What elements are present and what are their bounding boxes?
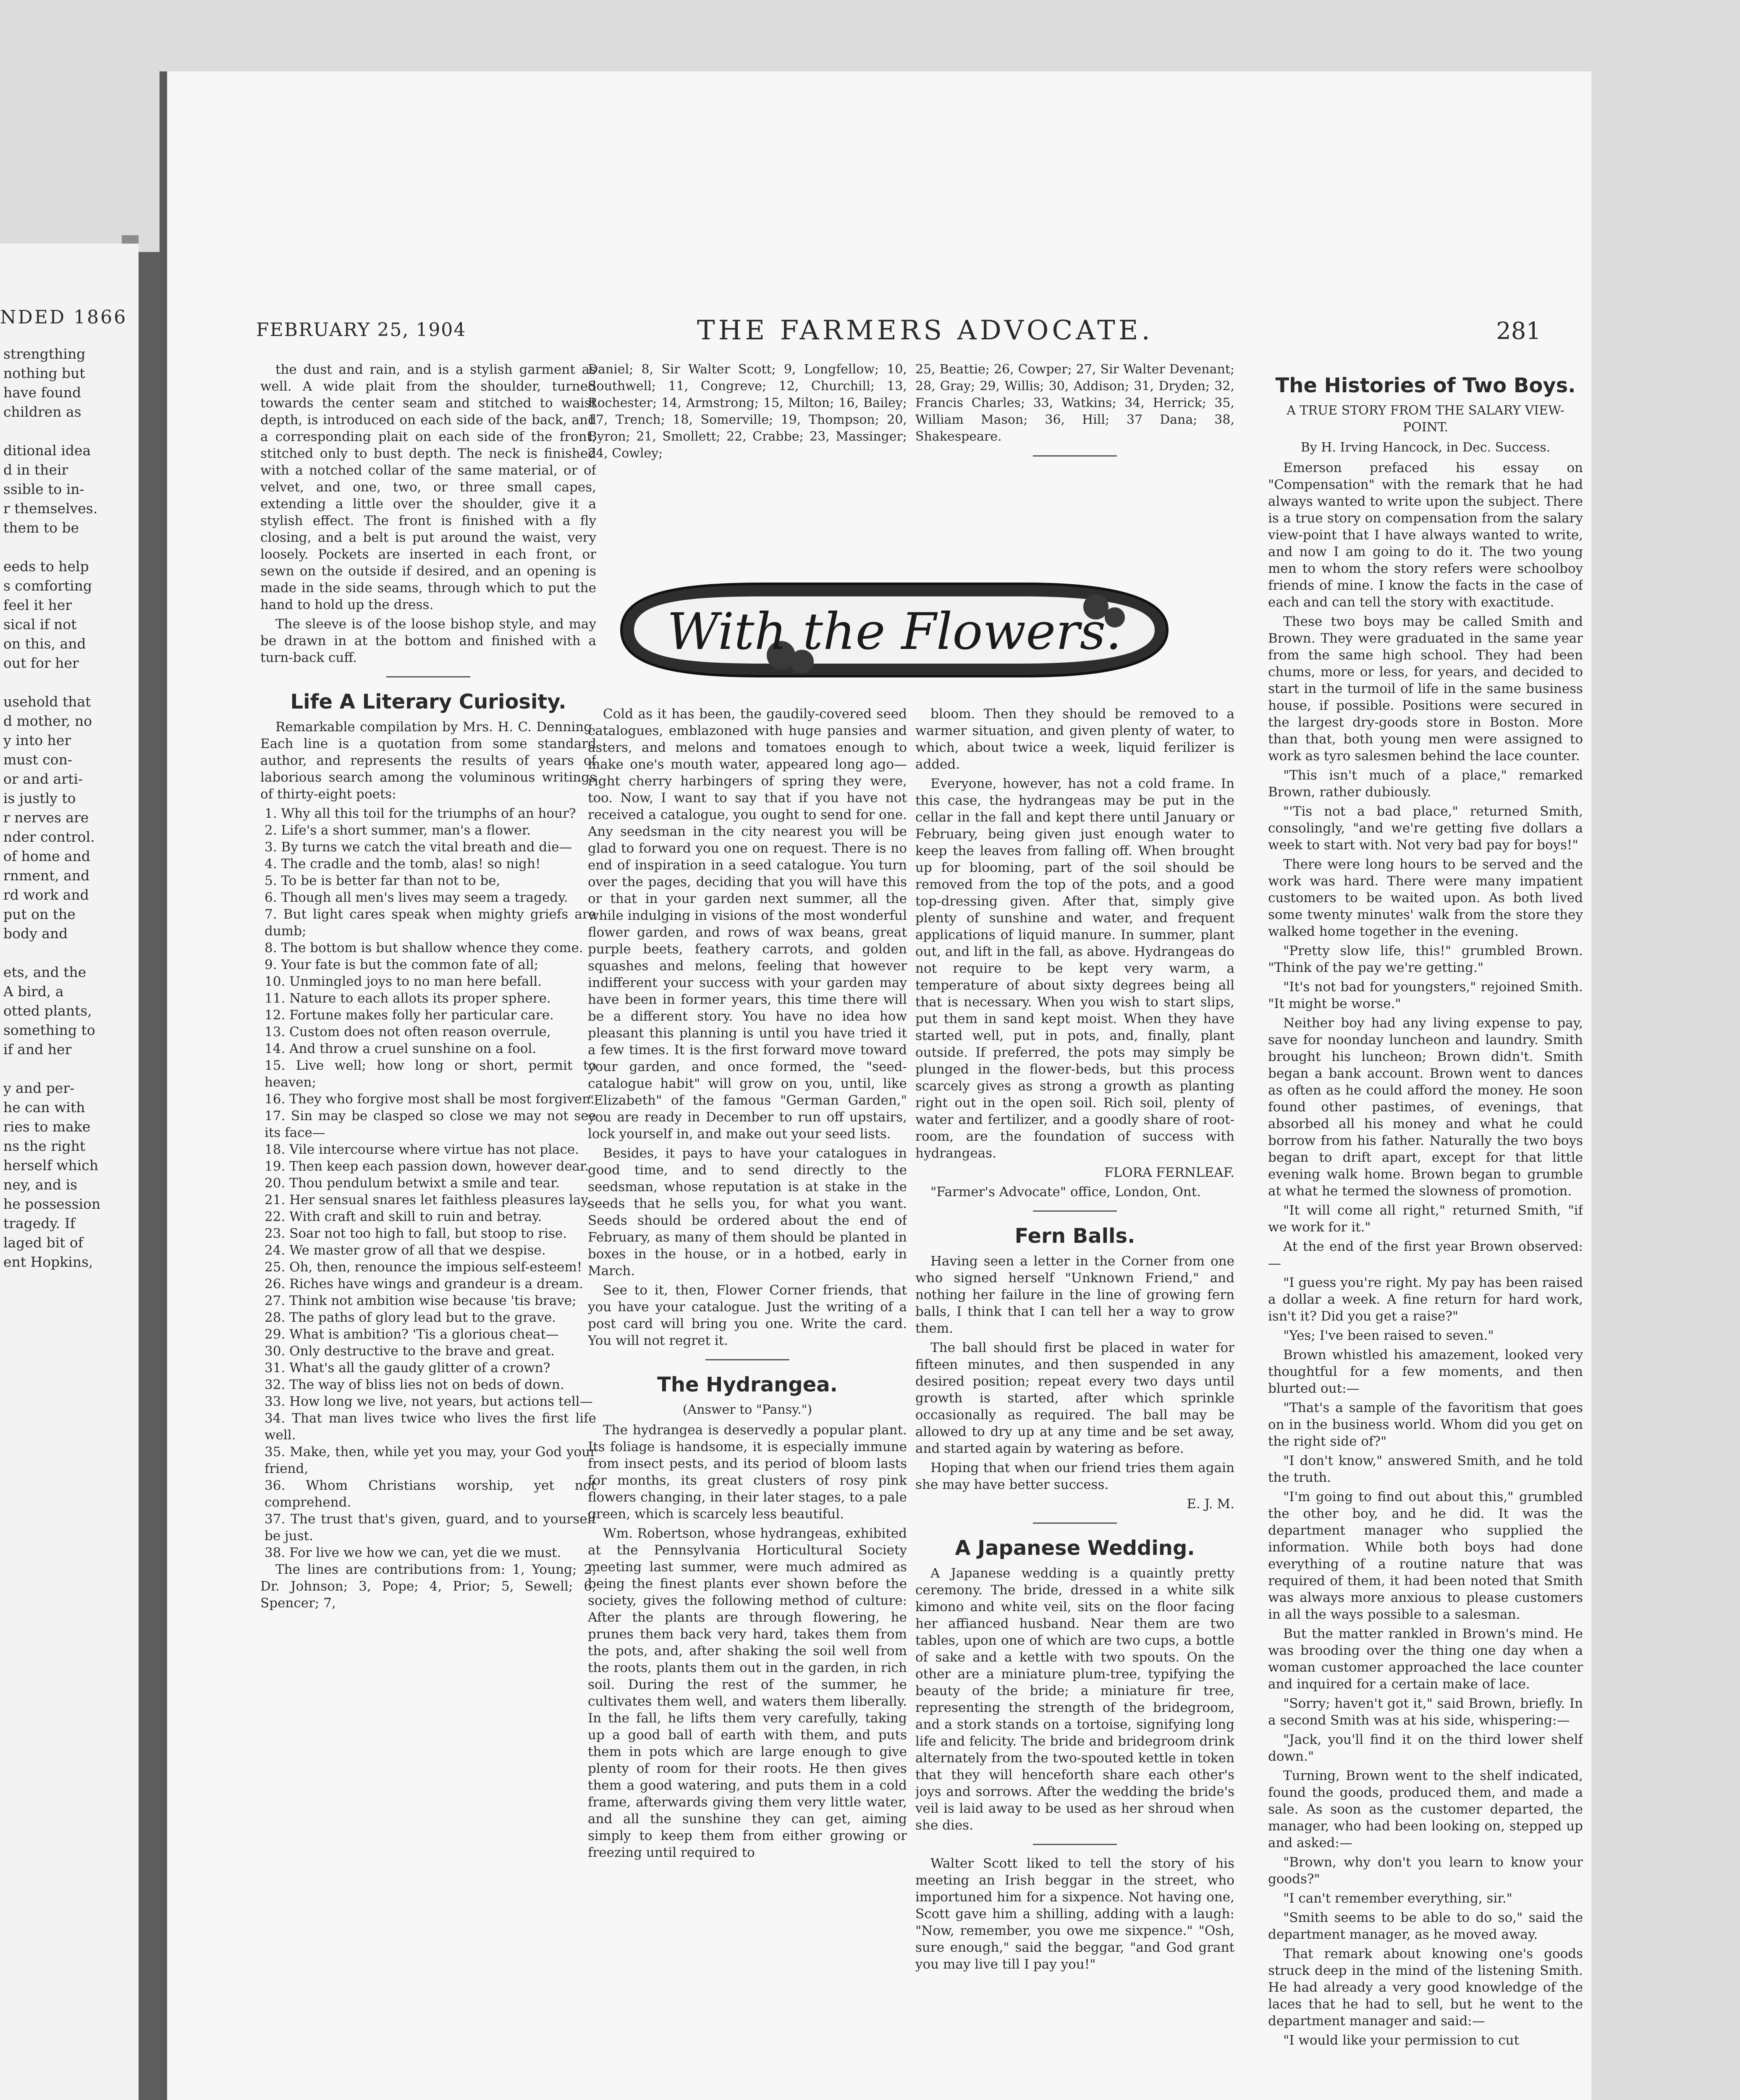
column-2	[588, 706, 907, 2100]
paragraph: "This isn't much of a place," remarked Brown, rather dubiously.	[1268, 768, 1583, 800]
poem-line: 7. But light cares speak when mighty griefs are dumb;	[265, 907, 596, 939]
paragraph: "I can't remember everything, sir."	[1283, 1891, 1512, 1906]
poem-line: 9. Your fate is but the common fate of all;	[265, 957, 539, 972]
paragraph: "That's a sample of the favoritism that goes on in the business world. Whom did you get on the right side of?"	[1268, 1400, 1583, 1449]
with-the-flowers-banner	[605, 567, 1184, 693]
divider	[705, 1359, 789, 1360]
facing-page-header: NDED 1866	[0, 307, 128, 328]
paragraph: 25, Beattie; 26, Cowper; 27, Sir Walter Devenant; 28, Gray; 29, Willis; 30, Addison; 31, Dryden; 32, Francis Charles; 33, Watkins; 34, Herrick; 35, William Mason; 36, Hill; 37 Dana; 38, Shakespeare.	[915, 362, 1234, 444]
divider	[1033, 1210, 1117, 1212]
paragraph: "Smith seems to be able to do so," said the department manager, as he moved away.	[1268, 1910, 1583, 1942]
paragraph: At the end of the first year Brown observed:—	[1268, 1239, 1583, 1271]
article-title: The Histories of Two Boys.	[1275, 374, 1576, 397]
paragraph: "Jack, you'll find it on the third lower shelf down."	[1268, 1732, 1583, 1764]
article-title: Fern Balls.	[1014, 1224, 1135, 1248]
divider	[1033, 1844, 1117, 1845]
column-1	[260, 361, 596, 2100]
paragraph: Turning, Brown went to the shelf indicated, found the goods, produced them, and made a sale. As soon as the customer departed, the manager, who had been looking on, stepped up and asked:—	[1268, 1768, 1583, 1851]
poem-line: 38. For live we how we can, yet die we must.	[265, 1545, 561, 1560]
paragraph: There were long hours to be served and the work was hard. There were many impatient customers to be waited upon. As both lived some twenty minutes' walk from the store they walked home together in the evening.	[1268, 857, 1583, 939]
divider	[1033, 1522, 1117, 1524]
paragraph: "I don't know," answered Smith, and he told the truth.	[1268, 1453, 1583, 1485]
poem-line: 1. Why all this toil for the triumphs of an hour?	[265, 806, 576, 821]
poem-line: 15. Live well; how long or short, permit to heaven;	[265, 1058, 596, 1090]
poem-line: 4. The cradle and the tomb, alas! so nigh!	[265, 856, 541, 872]
paragraph: The sleeve is of the loose bishop style, and may be drawn in at the bottom and finished with a turn-back cuff.	[260, 617, 596, 665]
paragraph: "I would like your permission to cut	[1283, 2033, 1520, 2048]
article-title: A Japanese Wedding.	[955, 1536, 1195, 1560]
facing-page	[0, 244, 139, 2100]
facing-page-text: strengthing nothing but have found children as ditional idea d in their ssible to in- r themselves. them to be eeds to help s comforting feel it her sical if not on this, and out for her usehold that d mother, no y into her must con- or and arti- is justly to r nerves are nder control. of home and rnment, and rd work and put on the body and ets, and the A bird, a otted plants, something to if and her y and per- he can with ries to make ns the right herself which ney, and is he possession tragedy. If laged bit of ent Hopkins,	[3, 346, 101, 1270]
poem-line: 26. Riches have wings and grandeur is a dream.	[265, 1276, 583, 1292]
poem-line: 19. Then keep each passion down, however dear.	[265, 1159, 589, 1174]
poem-line: 2. Life's a short summer, man's a flower.	[265, 823, 531, 838]
signature: E. J. M.	[1187, 1496, 1234, 1512]
paragraph: the dust and rain, and is a stylish garment as well. A wide plait from the shoulder, turned towards the center seam and stitched to waist depth, is introduced on each side of the back, and a corresponding plait on each side of the front, stitched only to bust depth. The neck is finished with a notched collar of the same material, or of velvet, and one, two, or three small capes, extending a little over the shoulder, give it a stylish effect. The front is finished with a fly closing, and a belt is put around the waist, very loosely. Pockets are inserted in each front, or sewn on the outside if desired, and an opening is made in the side seams, through which to put the hand to hold up the dress.	[260, 362, 596, 612]
poem-line: 23. Soar not too high to fall, but stoop to rise.	[265, 1226, 567, 1241]
poem-line: 10. Unmingled joys to no man here befall.	[265, 974, 542, 989]
paragraph: Having seen a letter in the Corner from one who signed herself "Unknown Friend," and nothing her failure in the line of growing fern balls, I think that I can tell her a way to grow them.	[915, 1254, 1234, 1336]
poem-line: 16. They who forgive most shall be most forgiven.	[265, 1092, 595, 1107]
column-3	[915, 706, 1234, 2100]
page-number: 281	[1496, 318, 1541, 345]
poem-line: 30. Only destructive to the brave and great.	[265, 1344, 555, 1359]
paragraph: See to it, then, Flower Corner friends, that you have your catalogue. Just the writing of a post card will bring you one. Write the card. You will not regret it.	[588, 1283, 907, 1348]
column-3-top	[915, 361, 1234, 550]
byline: By H. Irving Hancock, in Dec. Success.	[1300, 440, 1551, 455]
banner-text: With the Flowers.	[667, 603, 1122, 661]
paragraph: "Brown, why don't you learn to know your goods?"	[1268, 1855, 1583, 1887]
paragraph: The hydrangea is deservedly a popular plant. Its foliage is handsome, it is especially immune from insect pests, and its period of bloom lasts for months, its great clusters of rosy pink flowers changing, in their later stages, to a pale green, which is scarcely less beautiful.	[588, 1423, 907, 1522]
paragraph: Remarkable compilation by Mrs. H. C. Denning. Each line is a quotation from some standard author, and represents the results of years of laborious search among the voluminous writings of thirty-eight poets:	[260, 719, 596, 802]
paragraph: Wm. Robertson, whose hydrangeas, exhibited at the Pennsylvania Horticultural Society meeting last summer, were much admired as being the finest plants ever shown before the society, gives the following method of culture: After the plants are through flowering, he prunes them back very hard, takes them from the pots, and, after shaking the soil well from the roots, plants them out in the garden, in rich soil. During the rest of the summer, he cultivates them well, and waters them liberally. In the fall, he lifts them very carefully, taking up a good ball of earth with them, and puts them in pots which are large enough to give plenty of room for their roots. He then gives them a good watering, and puts them in a cold frame, afterwards giving them very little water, and all the sunshine they can get, aiming simply to keep them from either growing or freezing until required to	[588, 1526, 907, 1860]
poem-line: 28. The paths of glory lead but to the grave.	[265, 1310, 556, 1325]
paragraph: Walter Scott liked to tell the story of his meeting an Irish beggar in the street, who importuned him for a sixpence. Not having one, Scott gave him a shilling, adding with a laugh: "Now, remember, you owe me sixpence." "Osh, sure enough," said the beggar, "and God grant you may live till I pay you!"	[915, 1856, 1234, 1972]
poem-line: 34. That man lives twice who lives the first life well.	[265, 1411, 596, 1443]
article-subtitle: (Answer to "Pansy.")	[682, 1402, 812, 1417]
article-title: The Hydrangea.	[657, 1373, 838, 1396]
paragraph: Cold as it has been, the gaudily-covered seed catalogues, emblazoned with huge pansies and asters, and melons and tomatoes enough to make one's mouth water, appeared long ago—right cherry harbingers of spring they were, too. Now, I want to say that if you have not received a catalogue, you ought to send for one. Any seedsman in the city nearest you will be glad to forward you one on request. There is no end of inspiration in a seed catalogue. You turn over the pages, deciding that you will have this or that in your garden next summer, all the while indulging in visions of the most wonderful flower garden, and rows of wax beans, great purple beets, feathery carrots, and golden squashes and melons, feeling that however indifferent your success with your garden may have been in former years, this time there will be a different story. You have no idea how pleasant this planning is until you have tried it a few times. It is the first forward move toward your garden, and once formed, the "seed-catalogue habit" will grow on you, until, like "Elizabeth" of the famous "German Garden," you are ready in December to run off upstairs, lock yourself in, and make out your seed lists.	[588, 706, 907, 1142]
paragraph: "Sorry; haven't got it," said Brown, briefly. In a second Smith was at his side, whispering:—	[1268, 1696, 1583, 1728]
poem-line: 18. Vile intercourse where virtue has not place.	[265, 1142, 579, 1157]
paragraph: The ball should first be placed in water for fifteen minutes, and then suspended in any desired position; repeat every two days until growth is started, after which sprinkle occasionally as required. The ball may be allowed to dry up at any time and be set away, and started again by watering as before.	[915, 1340, 1234, 1456]
masthead: THE FARMERS ADVOCATE.	[697, 315, 1153, 346]
poem-line: 20. Thou pendulum betwixt a smile and tear.	[265, 1176, 560, 1191]
article-subtitle: A TRUE STORY FROM THE SALARY VIEW-POINT.	[1287, 403, 1564, 435]
article-body	[1268, 459, 1583, 2049]
poem-line: 27. Think not ambition wise because 'tis brave;	[265, 1293, 577, 1308]
paragraph: Brown whistled his amazement, looked very thoughtful for a few moments, and then blurted out:—	[1268, 1347, 1583, 1396]
paragraph: "Yes; I've been raised to seven."	[1283, 1328, 1494, 1343]
poem-line: 35. Make, then, while yet you may, your God your friend,	[265, 1444, 596, 1476]
paragraph: "'Tis not a bad place," returned Smith, consolingly, "and we're getting five dollars a week to start with. Not very bad pay for boys!"	[1268, 804, 1583, 853]
article-title: Life A Literary Curiosity.	[290, 690, 566, 714]
paragraph: A Japanese wedding is a quaintly pretty ceremony. The bride, dressed in a white silk kimono and white veil, sits on the floor facing her affianced husband. Near them are two tables, upon one of which are two cups, a bottle of sake and a kettle with two spouts. On the other are a miniature plum-tree, typifying the beauty of the bride; a miniature fir tree, representing the strength of the bridegroom, and a stork stands on a tortoise, signifying long life and felicity. The bride and bridegroom drink alternately from the two-spouted kettle in token that they will henceforth share each other's joys and sorrows. After the wedding the bride's veil is laid away to be used as her shroud when she dies.	[915, 1566, 1234, 1833]
poem-line: 22. With craft and skill to ruin and betray.	[265, 1209, 542, 1224]
poem-line: 21. Her sensual snares let faithless pleasures lay,	[265, 1192, 591, 1208]
paragraph: Hoping that when our friend tries them again she may have better success.	[915, 1460, 1234, 1492]
poem-line: 32. The way of bliss lies not on beds of down.	[265, 1377, 564, 1392]
paragraph: Neither boy had any living expense to pay, save for noonday luncheon and laundry. Smith brought his luncheon; Brown didn't. Smith began a bank account. Brown went to dances as often as he could afford the money. He soon found other pastimes, of evenings, that absorbed all his money and what he could borrow from his father. Naturally the two boys began to drift apart, except for that little evening walk home. Brown began to grumble at what he termed the slowness of promotion.	[1268, 1016, 1583, 1199]
paragraph: "I'm going to find out about this," grumbled the other boy, and he did. It was the department manager who supplied the information. While both boys had done everything of a routine nature that was required of them, it had been noted that Smith was always more anxious to please customers in all the ways possible to a salesman.	[1268, 1489, 1583, 1622]
poem-lines	[260, 805, 596, 1561]
column-4	[1268, 361, 1583, 2100]
paragraph: Everyone, however, has not a cold frame. In this case, the hydrangeas may be put in the cellar in the fall and kept there until January or February, being given just enough water to keep the leaves from falling off. When brought up for blooming, part of the soil should be removed from the top of the pots, and a good top-dressing given. After that, simply give plenty of sunshine and water, and frequent applications of liquid manure. In summer, plant out, and lift in the fall, as above. Hydrangeas do not require to be kept very warm, a temperature of about sixty degrees being all that is necessary. When you wish to start slips, put them in sand kept moist. When they have started well, put in pots, and, finally, plant outside. If preferred, the pots may simply be plunged in the flower-beds, but this process scarcely gives as strong a growth as planting right out in the open soil. Rich soil, plenty of water and fertilizer, and a goodly share of root-room, are the foundation of success with hydrangeas.	[915, 776, 1234, 1161]
paragraph: bloom. Then they should be removed to a warmer situation, and given plenty of water, to which, about twice a week, liquid ferilizer is added.	[915, 706, 1234, 772]
divider	[386, 676, 470, 677]
column-2-top	[588, 361, 907, 550]
signature: FLORA FERNLEAF.	[1104, 1165, 1234, 1180]
poem-line: 11. Nature to each allots its proper sphere.	[265, 991, 551, 1006]
poem-line: 37. The trust that's given, guard, and to yourself be just.	[265, 1512, 596, 1544]
poem-line: 25. Oh, then, renounce the impious self-esteem!	[265, 1260, 582, 1275]
paragraph: "It will come all right," returned Smith, "if we work for it."	[1268, 1203, 1583, 1235]
paragraph: These two boys may be called Smith and Brown. They were graduated in the same year from the same high school. They had been chums, more or less, for years, and decided to start in the turmoil of life in the same business house, if possible. Positions were secured in the largest dry-goods store in Boston. More than that, both young men were assigned to work as tyro salesmen behind the lace counter.	[1268, 614, 1583, 764]
paragraph: Emerson prefaced his essay on "Compensation" with the remark that he had always wanted to write upon the subject. There is a true story on compensation from the salary view-point that I have always wanted to write, and now I am going to do it. The two young men to whom the story refers were schoolboy friends of mine. I know the facts in the case of each and can tell the story with exactitude.	[1268, 460, 1583, 610]
poem-line: 6. Though all men's lives may seem a tragedy.	[265, 890, 568, 905]
poem-line: 24. We master grow of all that we despise.	[265, 1243, 546, 1258]
issue-date: FEBRUARY 25, 1904	[256, 319, 466, 341]
paragraph: "Farmer's Advocate" office, London, Ont.	[930, 1184, 1201, 1200]
paragraph: That remark about knowing one's goods struck deep in the mind of the listening Smith. He had already a very good knowledge of the laces that he had to sell, but he went to the department manager and said:—	[1268, 1946, 1583, 2029]
poem-line: 36. Whom Christians worship, yet not comprehend.	[265, 1478, 596, 1510]
page-edge	[160, 71, 167, 2100]
paragraph: "It's not bad for youngsters," rejoined Smith. "It might be worse."	[1268, 979, 1583, 1011]
poem-line: 3. By turns we catch the vital breath and die—	[265, 840, 572, 855]
newspaper-page	[160, 71, 1591, 2100]
poem-line: 29. What is ambition? 'Tis a glorious cheat—	[265, 1327, 559, 1342]
poem-line: 14. And throw a cruel sunshine on a fool.	[265, 1041, 537, 1056]
poem-line: 17. Sin may be clasped so close we may not see its face—	[265, 1108, 596, 1140]
paragraph: But the matter rankled in Brown's mind. He was brooding over the thing one day when a woman customer approached the lace counter and inquired for a certain make of lace.	[1268, 1626, 1583, 1692]
paragraph: "Pretty slow life, this!" grumbled Brown. "Think of the pay we're getting."	[1268, 943, 1583, 975]
paragraph: "I guess you're right. My pay has been raised a dollar a week. A fine return for hard work, isn't it? Did you get a raise?"	[1268, 1275, 1583, 1324]
divider	[1033, 455, 1117, 457]
page-header	[256, 315, 1541, 349]
poem-line: 33. How long we live, not years, but actions tell—	[265, 1394, 593, 1409]
poem-line: 13. Custom does not often reason overrule,	[265, 1024, 551, 1040]
poem-line: 12. Fortune makes folly her particular care.	[265, 1008, 554, 1023]
paragraph: The lines are contributions from: 1, Young; 2, Dr. Johnson; 3, Pope; 4, Prior; 5, Sewell; 6, Spencer; 7,	[260, 1562, 596, 1611]
paragraph: Daniel; 8, Sir Walter Scott; 9, Longfellow; 10, Southwell; 11, Congreve; 12, Churchill; 13, Rochester; 14, Armstrong; 15, Milton; 16, Bailey; 17, Trench; 18, Somerville; 19, Thompson; 20, Byron; 21, Smollett; 22, Crabbe; 23, Massinger; 24, Cowley;	[588, 362, 907, 461]
poem-line: 5. To be is better far than not to be,	[265, 873, 501, 888]
poem-line: 8. The bottom is but shallow whence they come.	[265, 940, 583, 956]
paragraph: Besides, it pays to have your catalogues in good time, and to send directly to the seedsman, whose reputation is at stake in the seeds that he sells you, for what you want. Seeds should be ordered about the end of February, as many of them should be planted in boxes in the house, or in a hotbed, early in March.	[588, 1146, 907, 1278]
poem-line: 31. What's all the gaudy glitter of a crown?	[265, 1360, 550, 1376]
